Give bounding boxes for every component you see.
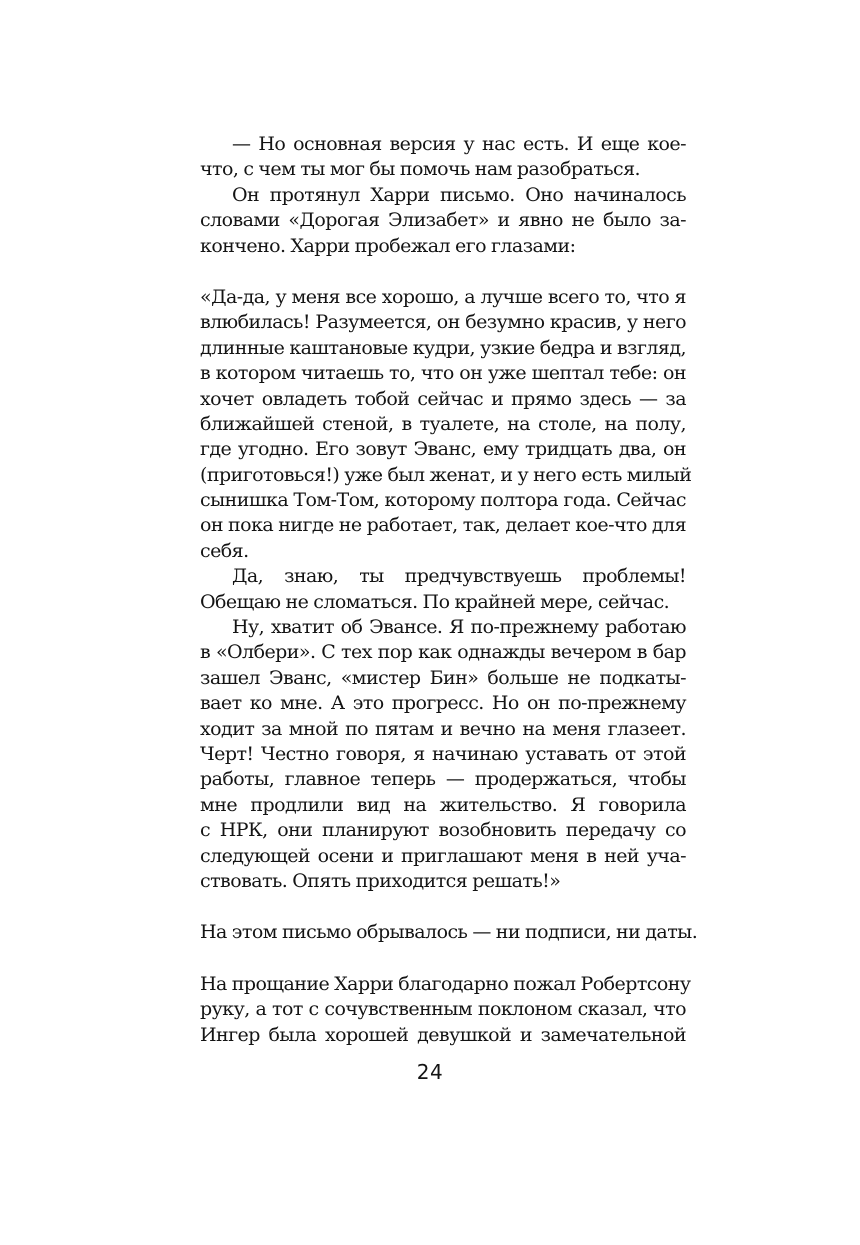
text-line: мне продлили вид на жительство. Я говорила — [200, 793, 686, 816]
text-line: Обещаю не сломаться. По крайней мере, сейчас. — [200, 590, 670, 613]
paragraph-letter-end — [200, 920, 698, 945]
book-page-text — [200, 132, 698, 1048]
text-line: работы, главное теперь — продержаться, чтобы — [200, 768, 686, 791]
text-line: руку, а тот с сочувственным поклоном сказал, что — [200, 998, 686, 1021]
letter-paragraph-1 — [200, 285, 692, 564]
paragraph-2 — [200, 183, 686, 259]
text-line: На прощание Харри благодарно пожал Робертсону — [200, 972, 691, 995]
text-line: в «Олбери». С тех пор как однажды вечером в бар — [200, 641, 686, 664]
text-line: с НРК, они планируют возобновить передачу со — [200, 819, 686, 842]
text-line: — Но основная версия у нас есть. И еще кое- — [232, 133, 686, 155]
letter-paragraph-2 — [200, 564, 686, 615]
text-line: себя. — [200, 539, 249, 562]
text-line: он пока нигде не работает, так, делает кое-что для — [200, 514, 686, 537]
text-line: длинные каштановые кудри, узкие бедра и взгляд, — [200, 336, 686, 359]
text-line: ближайшей стеной, в туалете, на столе, на полу, — [200, 412, 686, 435]
letter-paragraph-3 — [200, 615, 686, 894]
blank-line — [200, 894, 686, 920]
page-number: 24 — [416, 1060, 444, 1084]
text-line: в котором читаешь то, что он уже шептал тебе: он — [200, 362, 686, 385]
paragraph-farewell — [200, 972, 691, 1048]
text-line: где угодно. Его зовут Эванс, ему тридцать два, он — [200, 438, 686, 461]
text-line: Черт! Честно говоря, я начинаю уставать от этой — [200, 742, 686, 765]
blank-line — [200, 946, 686, 972]
text-line: Ингер была хорошей девушкой и замечательной — [200, 1023, 686, 1046]
text-line: Ну, хватит об Эвансе. Я по-прежнему работаю — [232, 616, 686, 639]
text-line: «Да-да, у меня все хорошо, а лучше всего то, что я — [200, 285, 686, 308]
text-line: сынишка Том-Том, которому полтора года. Сейчас — [200, 489, 686, 512]
text-line: (приготовься!) уже был женат, и у него есть милый — [200, 463, 692, 486]
text-line: влюбилась! Разумеется, он безумно красив, у него — [200, 311, 686, 334]
text-line: Да, знаю, ты предчувствуешь проблемы! — [232, 565, 686, 588]
text-line: вает ко мне. А это прогресс. Но он по-прежнему — [200, 692, 686, 715]
text-line: следующей осени и приглашают меня в ней уча- — [200, 844, 686, 867]
text-line: Он протянул Харри письмо. Оно начиналось — [232, 183, 686, 206]
text-line: зашел Эванс, «мистер Бин» больше не подкаты- — [200, 666, 686, 689]
text-line: словами «Дорогая Элизабет» и явно не было за- — [200, 209, 686, 232]
text-line: хочет овладеть тобой сейчас и прямо здесь — за — [200, 387, 686, 410]
text-line: кончено. Харри пробежал его глазами: — [200, 234, 576, 257]
text-line: ствовать. Опять приходится решать!» — [200, 869, 561, 892]
text-line: На этом письмо обрывалось — ни подписи, ни даты. — [200, 921, 698, 944]
text-line: ходит за мной по пятам и вечно на меня глазеет. — [200, 717, 686, 740]
paragraph-1 — [200, 132, 686, 183]
text-line: что, с чем ты мог бы помочь нам разобраться. — [200, 158, 641, 181]
blank-line — [200, 259, 686, 285]
